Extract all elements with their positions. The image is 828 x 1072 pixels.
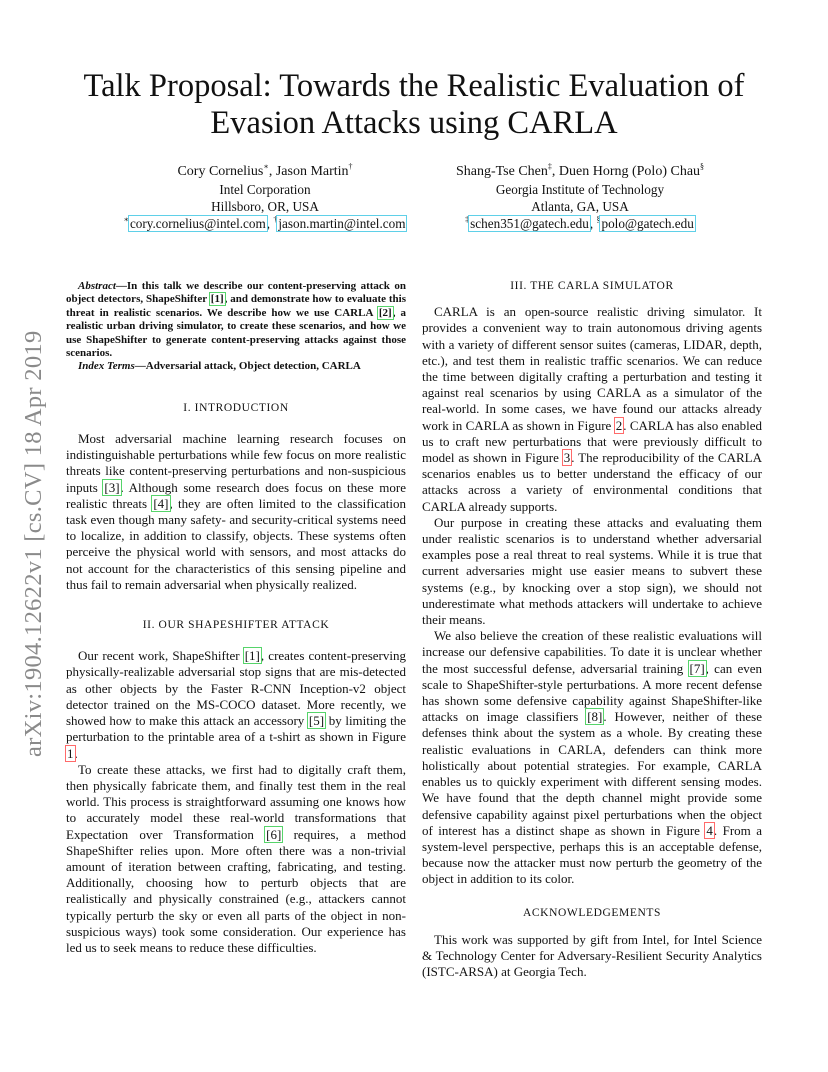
section-heading-introduction: I. INTRODUCTION bbox=[183, 401, 289, 414]
email-link[interactable]: cory.cornelius@intel.com bbox=[129, 216, 266, 231]
citation-link[interactable]: [3] bbox=[104, 479, 120, 495]
author-emails: ‡schen351@gatech.edu, §polo@gatech.edu bbox=[465, 215, 694, 231]
figure-link[interactable]: 2 bbox=[615, 417, 623, 433]
email-link[interactable]: schen351@gatech.edu bbox=[470, 216, 589, 231]
citation-link[interactable]: [1] bbox=[244, 648, 260, 664]
abstract: Abstract—In this talk we describe our content-preserving attack on object detectors, ShapeShifter [1], and demonstrate how to evaluate this threat in realistic scenarios. We describe how we use CARLA [2], a realistic urban driving simulator, to create these scenarios, and how we use ShapeShifter to generate content-preserving attacks against those scenarios. bbox=[66, 280, 406, 360]
ack-paragraph: This work was supported by gift from Intel, for Intel Science & Technology Center for Adversary-Resilient Security Analytics (ISTC-ARSA) at Georgia Tech. bbox=[422, 931, 762, 980]
intro-paragraph: Most adversarial machine learning research focuses on indistinguishable perturbations while few focus on more realistic threats like content-preserving perturbations and non-suspicious inputs [3]. Although some research does focus on these more realistic threats [4], they are often limited to the classification task even though many safety- and security-critical systems need to localize, in addition to classify, objects. These systems often perceive the physical world with sensors, and most attacks do not account for the characteristics of this sensing pipeline and thus fail to remain adversarial when physically realized. bbox=[66, 431, 406, 592]
author-location: Hillsboro, OR, USA bbox=[211, 199, 319, 214]
citation-link[interactable]: [4] bbox=[153, 495, 169, 511]
author-affiliation: Georgia Institute of Technology bbox=[495, 182, 665, 197]
citation-link[interactable]: [7] bbox=[689, 660, 705, 676]
arxiv-side-stamp: arXiv:1904.12622v1 [cs.CV] 18 Apr 2019 bbox=[20, 330, 47, 757]
index-terms: Index Terms—Adversarial attack, Object detection, CARLA bbox=[78, 360, 361, 373]
sim-paragraph-3: We also believe the creation of these realistic evaluations will increase our defensive capabilities. To date it is unclear whether the most successful defense, adversarial training [7], can even scale to ShapeShifter-style perturbations. A more recent defense has shown some defensive capability against ShapeShifter-like attacks on image classifiers [8]. However, neither of these defenses think about the system as a whole. By creating these realistic evaluations in CARLA, defenders can think more holistically about potential strategies. For example, CARLA enables us to quickly experiment with different sensing modes. We have found that the depth channel might provide some defensive capability against pixel perturbations when the object of interest has a distinct shape as shown in Figure 4. From a system-level perspective, perhaps this is an acceptable defense, because now the attacker must now perturb the geometry of the object in addition to its color. bbox=[422, 628, 762, 887]
right-column bbox=[422, 278, 762, 980]
attack-paragraph-2: To create these attacks, we first had to digitally craft them, then physically fabricate them, and finally test them in the real world. This process is straightforward assuming one knows how to accurately model these real-world transformations that Expectation over Transformation [6] requires, a method ShapeShifter relies upon. More often there was a non-trivial amount of iteration between crafting, fabricating, and testing. Additionally, choosing how to perturb objects that are realistically and physically constrained (e.g., attackers cannot typically perturb the sky or even all parts of the object in non-suspicious ways) took some consideration. Our experience has led us to seek means to reduce these difficulties. bbox=[66, 761, 407, 955]
author-block-gatech bbox=[410, 162, 750, 232]
citation-link[interactable]: [6] bbox=[266, 826, 282, 842]
section-heading-shapeshifter: II. OUR SHAPESHIFTER ATTACK bbox=[142, 619, 330, 632]
citation-link[interactable]: [1] bbox=[210, 293, 224, 306]
sim-paragraph-2: Our purpose in creating these attacks and evaluating them under realistic scenarios is to understand whether adversarial examples pose a real threat to real systems. While it is true that current adversaries might use easier means to subvert these systems (e.g., by knocking over a stop sign), we should not underestimate what methods attackers will undertake to achieve their means. bbox=[422, 514, 762, 628]
author-block-intel bbox=[90, 162, 440, 232]
sim-paragraph-1: CARLA is an open-source realistic driving simulator. It provides a convenient way to train autonomous driving agents with a variety of different sensor suites (cameras, LIDAR, depth, etc.), and test them in realistic traffic scenarios. We can reduce the time between digitally crafting a perturbation and testing it against real scenarios by using CARLA as a simulator of the real-world. In some cases, we have found our attacks already work in CARLA as shown in Figure 2. CARLA has also enabled us to craft new perturbations that were previously difficult to model as shown in Figure 3. The reproducibility of the CARLA scenarios enables us to better understand the efficacy of our attacks across a variety of environmental conditions that CARLA already supports. bbox=[422, 304, 762, 514]
left-column bbox=[66, 280, 406, 956]
email-link[interactable]: polo@gatech.edu bbox=[601, 216, 694, 231]
attack-paragraph-1: Our recent work, ShapeShifter [1], creates content-preserving physically-realizable adversarial stop signs that are mis-detected as other objects by the Faster R-CNN Inception-v2 object detector trained on the MS-COCO dataset. More recently, we showed how to make this attack an accessory [5] by limiting the perturbation to the printable area of a t-shirt as shown in Figure 1. bbox=[66, 648, 406, 761]
author-location: Atlanta, GA, USA bbox=[531, 199, 629, 214]
author-affiliation: Intel Corporation bbox=[219, 182, 311, 197]
figure-link[interactable]: 4 bbox=[706, 822, 713, 838]
citation-link[interactable]: [2] bbox=[378, 306, 392, 319]
section-heading-acknowledgements: ACKNOWLEDGEMENTS bbox=[522, 906, 661, 919]
citation-link[interactable]: [5] bbox=[308, 713, 325, 729]
title-line-1: Talk Proposal: Towards the Realistic Evaluation of bbox=[83, 68, 745, 104]
figure-link[interactable]: 1 bbox=[67, 745, 74, 761]
author-emails: ∗cory.cornelius@intel.com, †jason.martin@intel.com bbox=[123, 215, 406, 231]
author-names: Cory Cornelius∗, Jason Martin† bbox=[177, 162, 353, 179]
section-heading-carla: III. THE CARLA SIMULATOR bbox=[510, 280, 674, 292]
paper-title bbox=[40, 68, 788, 142]
citation-link[interactable]: [8] bbox=[587, 709, 603, 725]
figure-link[interactable]: 3 bbox=[563, 450, 571, 466]
author-names: Shang-Tse Chen‡, Duen Horng (Polo) Chau§ bbox=[455, 162, 705, 179]
title-line-2: Evasion Attacks using CARLA bbox=[210, 105, 618, 141]
email-link[interactable]: jason.martin@intel.com bbox=[278, 216, 406, 231]
